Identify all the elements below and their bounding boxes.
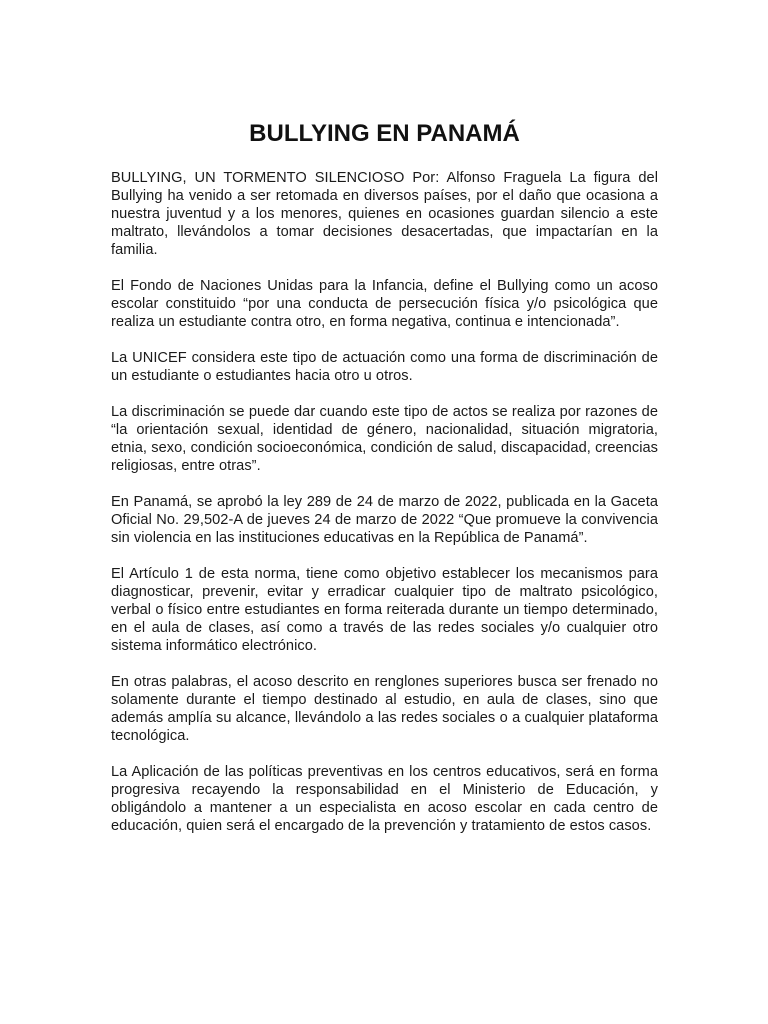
paragraph-unicef-definition: El Fondo de Naciones Unidas para la Infancia, define el Bullying como un acoso escolar constituido “por una conducta de persecución física y/o psicológica que realiza un estudiante contra otro, en forma negativa, continua e intencionada”. [111, 278, 658, 330]
paragraph-other-words: En otras palabras, el acoso descrito en renglones superiores busca ser frenado no solamente durante el tiempo destinado al estudio, en aula de clases, sino que además amplía su alcance, llevándolo a las redes sociales o a cualquier plataforma tecnológica. [111, 674, 658, 744]
paragraph-application: La Aplicación de las políticas preventivas en los centros educativos, será en forma progresiva recayendo la responsabilidad en el Ministerio de Educación, y obligándolo a mantener a un especialista en acoso escolar en cada centro de educación, quien será el encargado de la prevención y tratamiento de estos casos. [111, 764, 658, 834]
document-title: BULLYING EN PANAMÁ [249, 120, 520, 147]
paragraph-unicef-discrimination: La UNICEF considera este tipo de actuación como una forma de discriminación de un estudiante o estudiantes hacia otro u otros. [111, 350, 658, 384]
paragraph-discrimination-reasons: La discriminación se puede dar cuando este tipo de actos se realiza por razones de “la orientación sexual, identidad de género, nacionalidad, situación migratoria, etnia, sexo, condición socioeconómica, condición de salud, discapacidad, creencias religiosas, entre otras”. [111, 404, 658, 474]
paragraph-law-289: En Panamá, se aprobó la ley 289 de 24 de marzo de 2022, publicada en la Gaceta Oficial No. 29,502-A de jueves 24 de marzo de 2022 “Que promueve la convivencia sin violencia en las instituciones educativas en la República de Panamá”. [111, 494, 658, 546]
paragraph-intro: BULLYING, UN TORMENTO SILENCIOSO Por: Alfonso Fraguela La figura del Bullying ha venido a ser retomada en diversos países, por el daño que ocasiona a nuestra juventud y a los menores, quienes en ocasiones guardan silencio a este maltrato, llevándolos a tomar decisiones desacertadas, que impactarían en la familia. [111, 170, 658, 258]
document-page [111, 118, 658, 853]
paragraph-article-1: El Artículo 1 de esta norma, tiene como objetivo establecer los mecanismos para diagnosticar, prevenir, evitar y erradicar cualquier tipo de maltrato psicológico, verbal o físico entre estudiantes en forma reiterada durante un tiempo determinado, en el aula de clases, así como a través de las redes sociales y/o cualquier otro sistema informático electrónico. [111, 566, 658, 654]
